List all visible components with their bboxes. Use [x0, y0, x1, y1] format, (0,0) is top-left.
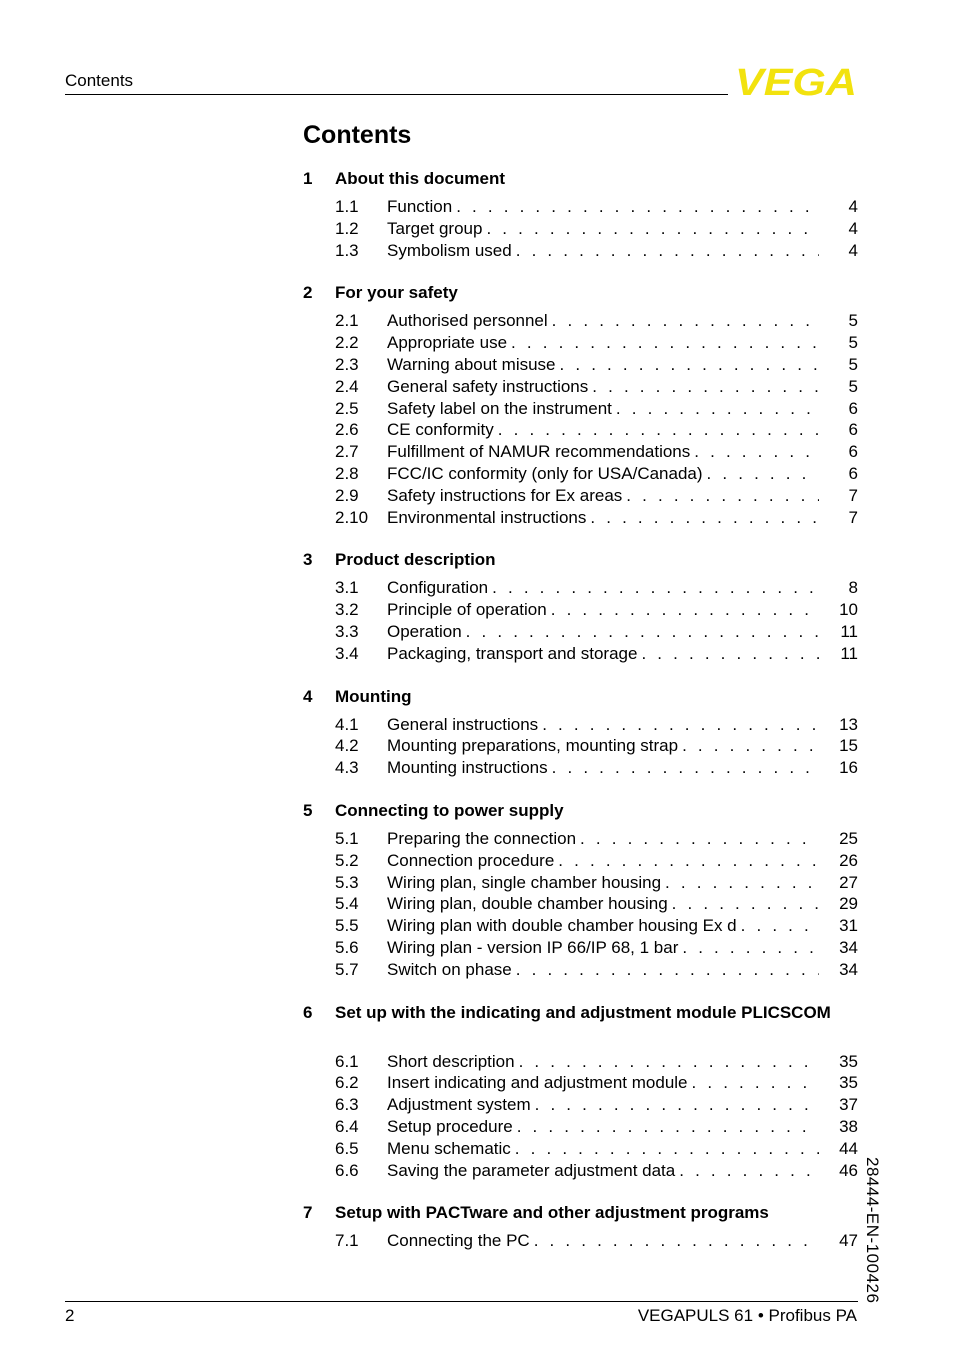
toc-entry-title-wrap [387, 735, 819, 757]
toc-entry-title-wrap [387, 354, 819, 376]
toc-dot-leader [515, 1138, 819, 1160]
toc-entry-title-wrap [387, 915, 819, 937]
toc-entry-number: 1.3 [335, 240, 359, 260]
toc-entry-title: Connection procedure [387, 850, 555, 870]
table-of-contents [303, 168, 858, 1252]
toc-entry-number: 3.4 [335, 643, 359, 663]
toc-entry-page: 26 [839, 850, 858, 870]
footer-page-number: 2 [65, 1306, 75, 1325]
toc-entry-title: Wiring plan with double chamber housing Ex d [387, 916, 737, 936]
toc-entry-title: Connecting the PC [387, 1231, 530, 1251]
toc-entry-page: 34 [839, 937, 858, 957]
toc-entry-number: 5.4 [335, 894, 359, 914]
toc-entry-title-wrap [387, 1094, 819, 1116]
toc-entry-title-wrap [387, 507, 819, 529]
toc-entry-number: 4.2 [335, 736, 359, 756]
toc-entry-number: 2.8 [335, 463, 359, 483]
toc-entry-title-wrap [387, 1116, 819, 1138]
toc-entry-number: 5.7 [335, 959, 359, 979]
toc-dot-leader [516, 959, 819, 981]
toc-dot-leader [560, 354, 819, 376]
toc-entry-title-wrap [387, 419, 819, 441]
toc-entry-title: Target group [387, 218, 483, 238]
toc-section-title: Setup with PACTware and other adjustment programs [335, 1203, 769, 1223]
toc-section-number: 5 [303, 800, 313, 820]
toc-entry[interactable] [303, 354, 858, 376]
toc-dot-leader [558, 850, 819, 872]
toc-entry-page: 31 [839, 916, 858, 936]
toc-entry-list [303, 714, 858, 779]
toc-entry-title: Saving the parameter adjustment data [387, 1160, 676, 1180]
toc-entry[interactable] [303, 757, 858, 779]
toc-entry-page: 35 [839, 1073, 858, 1093]
toc-dot-leader [741, 915, 819, 937]
toc-entry[interactable] [303, 893, 858, 915]
toc-section-title: Product description [335, 550, 496, 570]
toc-dot-leader [511, 332, 819, 354]
toc-section-heading [303, 800, 858, 822]
toc-entry-number: 3.3 [335, 621, 359, 641]
toc-entry-title: Mounting instructions [387, 758, 548, 778]
toc-section-title: For your safety [335, 283, 458, 303]
toc-entry-page: 16 [839, 758, 858, 778]
toc-entry-title-wrap [387, 621, 819, 643]
toc-entry-page: 11 [840, 621, 858, 641]
toc-entry-number: 2.7 [335, 442, 359, 462]
toc-section-heading [303, 282, 858, 304]
footer-rule [65, 1301, 858, 1302]
toc-entry[interactable] [303, 398, 858, 420]
toc-entry-number: 2.3 [335, 354, 359, 374]
toc-dot-leader [682, 735, 819, 757]
toc-entry-page: 25 [839, 828, 858, 848]
toc-entry-page: 46 [839, 1160, 858, 1180]
toc-dot-leader [535, 1094, 819, 1116]
toc-dot-leader [456, 196, 819, 218]
toc-entry-page: 34 [839, 959, 858, 979]
toc-entry-title-wrap [387, 757, 819, 779]
toc-entry-list [303, 310, 858, 528]
toc-entry[interactable] [303, 1072, 858, 1094]
toc-dot-leader [616, 398, 819, 420]
toc-entry-title: Configuration [387, 578, 489, 598]
toc-entry-title-wrap [387, 218, 819, 240]
toc-entry-title: Switch on phase [387, 959, 512, 979]
toc-entry[interactable] [303, 850, 858, 872]
toc-section-heading [303, 1002, 858, 1024]
toc-section-title: About this document [335, 169, 505, 188]
document-code: 28444-EN-100426 [863, 1157, 882, 1304]
toc-entry-title: Environmental instructions [387, 507, 587, 527]
page-title: Contents [303, 121, 412, 149]
header-rule [65, 94, 728, 95]
toc-entry-title-wrap [387, 485, 819, 507]
toc-section-number: 2 [303, 283, 313, 303]
toc-entry-page: 7 [848, 485, 858, 505]
toc-entry[interactable] [303, 621, 858, 643]
toc-section [303, 800, 858, 981]
toc-entry-title: General safety instructions [387, 376, 589, 396]
toc-entry-title: Setup procedure [387, 1116, 513, 1136]
toc-entry-page: 27 [839, 872, 858, 892]
toc-entry[interactable] [303, 643, 858, 665]
toc-entry-title-wrap [387, 1051, 819, 1073]
toc-entry-page: 8 [848, 578, 858, 598]
toc-entry-title-wrap [387, 850, 819, 872]
toc-entry-title: Short description [387, 1051, 515, 1071]
toc-entry-title-wrap [387, 332, 819, 354]
toc-section [303, 549, 858, 664]
toc-entry-title: Authorised personnel [387, 311, 548, 331]
toc-entry-number: 6.6 [335, 1160, 359, 1180]
toc-entry-title-wrap [387, 1138, 819, 1160]
toc-entry-page: 5 [848, 311, 858, 331]
toc-dot-leader [517, 1116, 819, 1138]
toc-entry[interactable] [303, 872, 858, 894]
toc-entry-number: 2.2 [335, 333, 359, 353]
toc-entry[interactable] [303, 463, 858, 485]
toc-dot-leader [492, 577, 819, 599]
toc-dot-leader [516, 240, 819, 262]
footer-product-name: VEGAPULS 61 • Profibus PA [637, 1306, 857, 1325]
toc-dot-leader [682, 937, 819, 959]
toc-entry-title-wrap [387, 310, 819, 332]
toc-entry-page: 44 [839, 1138, 858, 1158]
toc-dot-leader [590, 507, 819, 529]
toc-entry-list [303, 196, 858, 261]
toc-entry-title-wrap [387, 828, 819, 850]
toc-entry-number: 6.3 [335, 1095, 359, 1115]
toc-entry[interactable] [303, 1160, 858, 1182]
toc-entry-title-wrap [387, 1160, 819, 1182]
toc-entry[interactable] [303, 419, 858, 441]
toc-section [303, 282, 858, 528]
toc-entry-title-wrap [387, 196, 819, 218]
toc-entry-title-wrap [387, 937, 819, 959]
toc-entry[interactable] [303, 240, 858, 262]
toc-dot-leader [552, 757, 819, 779]
toc-entry-page: 6 [848, 442, 858, 462]
toc-dot-leader [679, 1160, 819, 1182]
toc-entry-title-wrap [387, 463, 819, 485]
toc-entry-page: 11 [840, 643, 858, 663]
toc-entry[interactable] [303, 485, 858, 507]
toc-entry-number: 3.2 [335, 600, 359, 620]
toc-dot-leader [665, 872, 819, 894]
toc-entry-page: 5 [848, 376, 858, 396]
toc-entry-title: Safety label on the instrument [387, 398, 612, 418]
toc-entry-page: 6 [848, 420, 858, 440]
toc-entry[interactable] [303, 441, 858, 463]
toc-dot-leader [592, 376, 819, 398]
toc-section-heading [303, 1202, 858, 1224]
toc-entry-title: Appropriate use [387, 333, 508, 353]
toc-entry-number: 4.3 [335, 758, 359, 778]
toc-entry-title-wrap [387, 872, 819, 894]
toc-entry[interactable] [303, 310, 858, 332]
toc-entry-title-wrap [387, 599, 819, 621]
toc-entry-list [303, 1230, 858, 1252]
vega-logo-text: VEGA [735, 64, 857, 98]
toc-entry-list [303, 1051, 858, 1182]
toc-entry-page: 4 [848, 240, 858, 260]
toc-section-number: 7 [303, 1203, 313, 1223]
toc-entry-title: Insert indicating and adjustment module [387, 1073, 688, 1093]
toc-entry-title: Wiring plan, single chamber housing [387, 872, 662, 892]
toc-entry-page: 15 [839, 736, 858, 756]
toc-dot-leader [498, 419, 819, 441]
toc-section-number: 4 [303, 686, 313, 706]
toc-entry-number: 7.1 [335, 1231, 359, 1251]
toc-dot-leader [626, 485, 819, 507]
toc-entry-page: 47 [839, 1231, 858, 1251]
toc-dot-leader [707, 463, 819, 485]
toc-section-title: Set up with the indicating and adjustment module PLICSCOM [335, 1002, 831, 1022]
toc-entry-page: 4 [848, 218, 858, 238]
toc-dot-leader [580, 828, 819, 850]
toc-entry-page: 10 [839, 600, 858, 620]
toc-entry-title-wrap [387, 1230, 819, 1252]
toc-entry-number: 5.2 [335, 850, 359, 870]
toc-entry-number: 2.5 [335, 398, 359, 418]
toc-entry[interactable] [303, 1051, 858, 1073]
toc-entry-title: General instructions [387, 714, 539, 734]
toc-entry-number: 4.1 [335, 714, 359, 734]
toc-entry-title-wrap [387, 959, 819, 981]
toc-dot-leader [692, 1072, 819, 1094]
toc-section [303, 168, 858, 261]
toc-entry-number: 5.5 [335, 916, 359, 936]
toc-entry[interactable] [303, 915, 858, 937]
toc-entry-number: 1.1 [335, 197, 359, 216]
toc-dot-leader [534, 1230, 819, 1252]
toc-entry-page: 4 [848, 197, 858, 216]
toc-dot-leader [542, 714, 819, 736]
toc-entry-title: Wiring plan, double chamber housing [387, 894, 668, 914]
toc-section-heading [303, 168, 858, 190]
vega-logo [734, 64, 858, 98]
toc-entry-title: Menu schematic [387, 1138, 511, 1158]
toc-entry[interactable] [303, 599, 858, 621]
toc-entry[interactable] [303, 828, 858, 850]
toc-entry-number: 5.6 [335, 937, 359, 957]
toc-entry-number: 2.9 [335, 485, 359, 505]
toc-entry-number: 1.2 [335, 218, 359, 238]
toc-section-heading [303, 549, 858, 571]
toc-entry[interactable] [303, 507, 858, 529]
toc-entry-title: FCC/IC conformity (only for USA/Canada) [387, 463, 703, 483]
toc-entry[interactable] [303, 1138, 858, 1160]
toc-entry-title: Operation [387, 621, 462, 641]
toc-entry-number: 2.1 [335, 311, 359, 331]
toc-dot-leader [486, 218, 819, 240]
toc-entry-page: 37 [839, 1095, 858, 1115]
toc-entry-title-wrap [387, 1072, 819, 1094]
toc-entry-number: 5.1 [335, 828, 359, 848]
toc-entry-title: Symbolism used [387, 240, 512, 260]
toc-section-title: Connecting to power supply [335, 800, 564, 820]
toc-entry-title: Fulfillment of NAMUR recommendations [387, 442, 691, 462]
toc-entry-title-wrap [387, 240, 819, 262]
toc-entry-number: 2.10 [335, 507, 369, 527]
toc-entry[interactable] [303, 376, 858, 398]
toc-entry[interactable] [303, 1094, 858, 1116]
toc-entry[interactable] [303, 218, 858, 240]
toc-entry-page: 7 [848, 507, 858, 527]
toc-entry[interactable] [303, 1116, 858, 1138]
toc-entry-list [303, 577, 858, 664]
toc-entry[interactable] [303, 937, 858, 959]
toc-entry-title: CE conformity [387, 420, 494, 440]
toc-entry-number: 5.3 [335, 872, 359, 892]
toc-entry-title-wrap [387, 398, 819, 420]
toc-dot-leader [641, 643, 819, 665]
toc-entry[interactable] [303, 959, 858, 981]
toc-dot-leader [466, 621, 819, 643]
toc-entry-page: 5 [848, 354, 858, 374]
toc-section [303, 1202, 858, 1252]
toc-entry-list [303, 828, 858, 981]
toc-entry-number: 2.6 [335, 420, 359, 440]
toc-entry-title-wrap [387, 643, 819, 665]
toc-entry-page: 6 [848, 398, 858, 418]
toc-entry-number: 2.4 [335, 376, 359, 396]
toc-entry-title: Mounting preparations, mounting strap [387, 736, 679, 756]
toc-entry-number: 6.4 [335, 1116, 359, 1136]
toc-section-number: 1 [303, 169, 313, 188]
toc-entry-page: 38 [839, 1116, 858, 1136]
toc-entry[interactable] [303, 196, 858, 218]
toc-entry-title-wrap [387, 577, 819, 599]
toc-entry-title: Wiring plan - version IP 66/IP 68, 1 bar [387, 937, 679, 957]
toc-dot-leader [694, 441, 819, 463]
toc-section-heading [303, 686, 858, 708]
toc-entry-number: 3.1 [335, 578, 359, 598]
toc-entry[interactable] [303, 714, 858, 736]
toc-entry[interactable] [303, 1230, 858, 1252]
toc-entry-title: Preparing the connection [387, 828, 577, 848]
toc-entry-title-wrap [387, 441, 819, 463]
toc-entry-page: 6 [848, 463, 858, 483]
toc-entry-number: 6.5 [335, 1138, 359, 1158]
toc-dot-leader [519, 1051, 819, 1073]
toc-entry-title: Packaging, transport and storage [387, 643, 638, 663]
toc-dot-leader [552, 310, 819, 332]
toc-entry-page: 13 [839, 714, 858, 734]
toc-entry-title-wrap [387, 376, 819, 398]
toc-entry-page: 35 [839, 1051, 858, 1071]
toc-entry-title: Warning about misuse [387, 354, 556, 374]
toc-entry-number: 6.1 [335, 1051, 359, 1071]
toc-entry-title: Safety instructions for Ex areas [387, 485, 623, 505]
header-section-label: Contents [65, 71, 134, 90]
toc-entry[interactable] [303, 735, 858, 757]
toc-entry-number: 6.2 [335, 1073, 359, 1093]
toc-section-title: Mounting [335, 686, 412, 706]
toc-entry-title: Function [387, 197, 453, 216]
toc-entry-title-wrap [387, 714, 819, 736]
toc-entry-title-wrap [387, 893, 819, 915]
toc-entry-title: Principle of operation [387, 600, 547, 620]
toc-entry-title: Adjustment system [387, 1095, 531, 1115]
toc-dot-leader [551, 599, 819, 621]
toc-entry-page: 5 [848, 333, 858, 353]
toc-section [303, 1002, 858, 1182]
toc-entry[interactable] [303, 332, 858, 354]
toc-entry[interactable] [303, 577, 858, 599]
toc-section-number: 6 [303, 1002, 313, 1022]
toc-section-number: 3 [303, 550, 313, 570]
toc-dot-leader [672, 893, 819, 915]
toc-section [303, 686, 858, 779]
toc-entry-page: 29 [839, 894, 858, 914]
